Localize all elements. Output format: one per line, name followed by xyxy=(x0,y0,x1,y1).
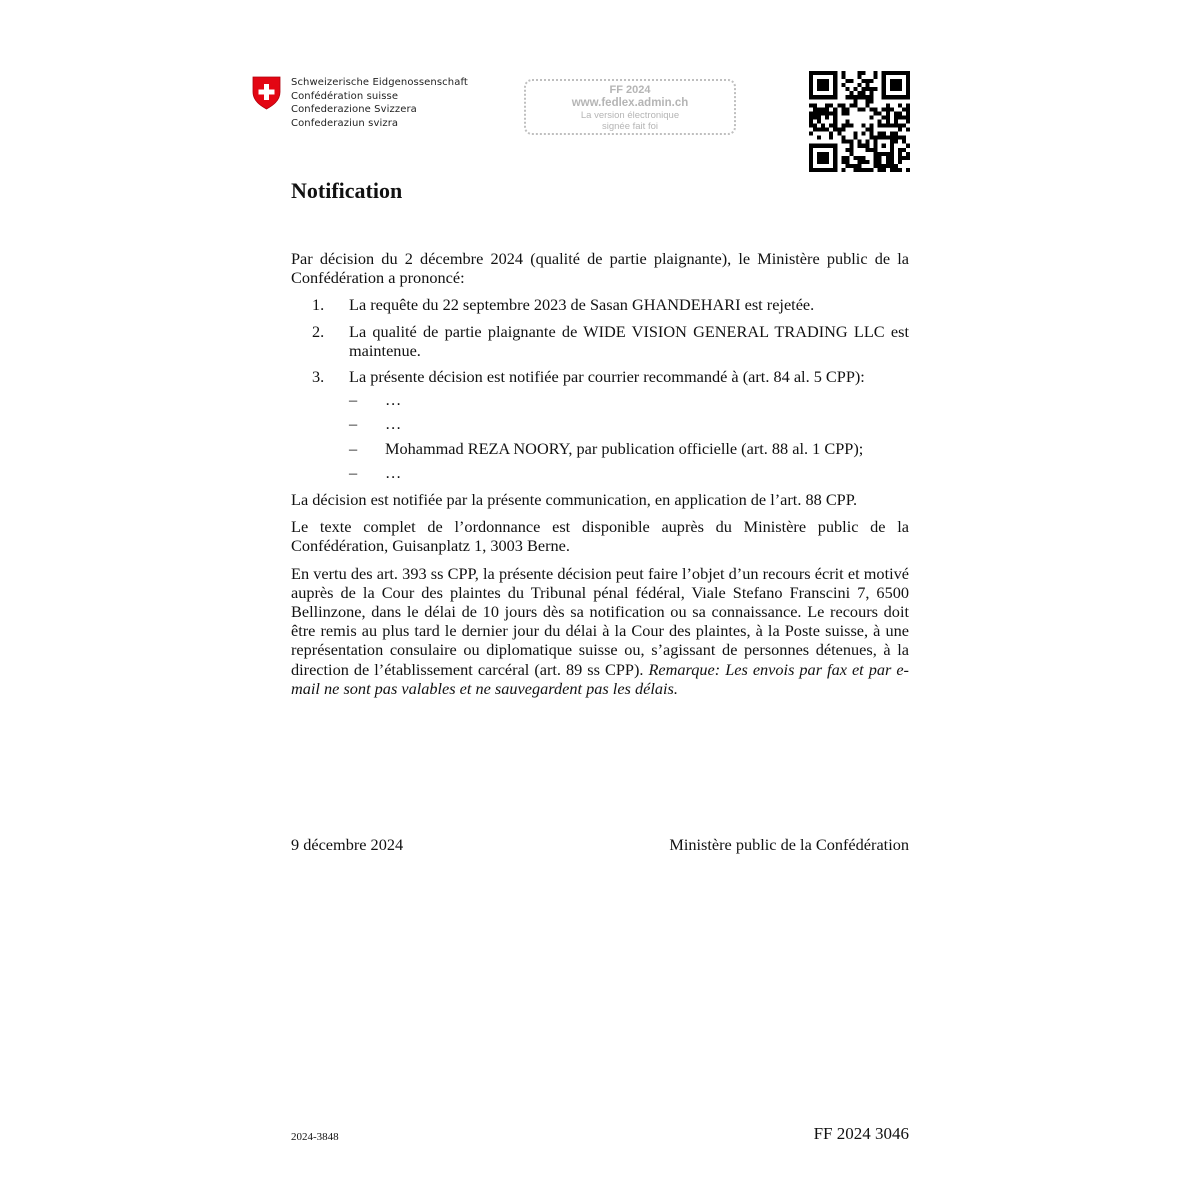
agency-line-fr: Confédération suisse xyxy=(291,90,399,102)
dash-marker: – xyxy=(349,438,358,458)
stamp-line-3: La version électronique xyxy=(580,110,680,121)
agency-line-it: Confederazione Svizzera xyxy=(291,104,417,115)
stamp-line-2: www.fedlex.admin.ch xyxy=(571,97,689,109)
authenticity-stamp xyxy=(524,79,736,135)
federal-header xyxy=(252,76,468,130)
issuing-authority: Ministère public de la Confédération xyxy=(669,835,909,854)
stamp-line-1: FF 2024 xyxy=(609,84,651,96)
list-item-number: 3. xyxy=(312,367,325,387)
recipient-text: Mohammad REZA NOORY, par publication officielle (art. 88 al. 1 CPP); xyxy=(385,438,864,458)
dash-marker: – xyxy=(349,390,358,410)
agency-name xyxy=(291,76,468,130)
recipient-text: … xyxy=(385,414,402,434)
dash-marker: – xyxy=(349,462,358,482)
qr-code-icon xyxy=(809,71,910,172)
recipient-item xyxy=(349,439,909,458)
document-body xyxy=(291,249,909,706)
recipient-item xyxy=(349,463,909,482)
appeal-remark: Remarque: Les envois par fax et par e-mail ne sont pas valables et ne sauvegardent pas les délais. xyxy=(291,659,909,698)
list-item xyxy=(291,295,909,314)
document-id: 2024-3848 xyxy=(291,1131,339,1143)
notification-paragraph: La décision est notifiée par la présente communication, en application de l’art. 88 CPP. xyxy=(291,490,858,510)
federal-gazette-reference: FF 2024 3046 xyxy=(813,1124,909,1143)
signature-line xyxy=(291,835,909,855)
availability-paragraph: Le texte complet de l’ordonnance est disponible auprès du Ministère public de la Confédération, Guisanplatz 1, 3003 Berne. xyxy=(291,517,909,556)
recipient-item xyxy=(349,390,909,409)
stamp-line-4: signée fait foi xyxy=(602,121,658,132)
swiss-coat-of-arms-icon xyxy=(252,76,281,110)
decision-list xyxy=(291,295,909,482)
recipient-text: … xyxy=(385,390,402,410)
list-item-number: 2. xyxy=(312,321,325,341)
recipient-list xyxy=(349,390,909,482)
list-item-text: La qualité de partie plaignante de WIDE VISION GENERAL TRADING LLC est maintenue. xyxy=(349,321,909,360)
list-item xyxy=(291,367,909,482)
list-item-text: La requête du 22 septembre 2023 de Sasan GHANDEHARI est rejetée. xyxy=(349,295,815,315)
appeal-text: En vertu des art. 393 ss CPP, la présente décision peut faire l’objet d’un recours écrit et motivé auprès de la Cour des plaintes du Tribunal pénal fédéral, Viale Stefano Franscini 7, 6500 Bellinzone, dans le délai de 10 jours dès sa notification ou sa connaissance. Le recours doit être remis au plus tard le dernier jour du délai à la Cour des plaintes, à la Poste suisse, à une représentation consulaire ou diplomatique suisse ou, s’agissant de personnes détenues, à la direction de l’établissement carcéral (art. 89 ss CPP). xyxy=(291,563,909,679)
document-date: 9 décembre 2024 xyxy=(291,835,404,854)
agency-line-de: Schweizerische Eidgenossenschaft xyxy=(291,77,468,88)
agency-line-rm: Confederaziun svizra xyxy=(291,117,399,129)
appeal-paragraph xyxy=(291,564,909,698)
list-item-text: La présente décision est notifiée par courrier recommandé à (art. 84 al. 5 CPP): xyxy=(349,367,865,387)
recipient-text: … xyxy=(385,462,402,482)
list-item xyxy=(291,322,909,360)
intro-paragraph: Par décision du 2 décembre 2024 (qualité de partie plaignante), le Ministère public de la Confédération a prononcé: xyxy=(291,249,909,288)
list-item-number: 1. xyxy=(312,295,325,315)
page-title: Notification xyxy=(291,178,403,203)
recipient-item xyxy=(349,414,909,433)
dash-marker: – xyxy=(349,414,358,434)
